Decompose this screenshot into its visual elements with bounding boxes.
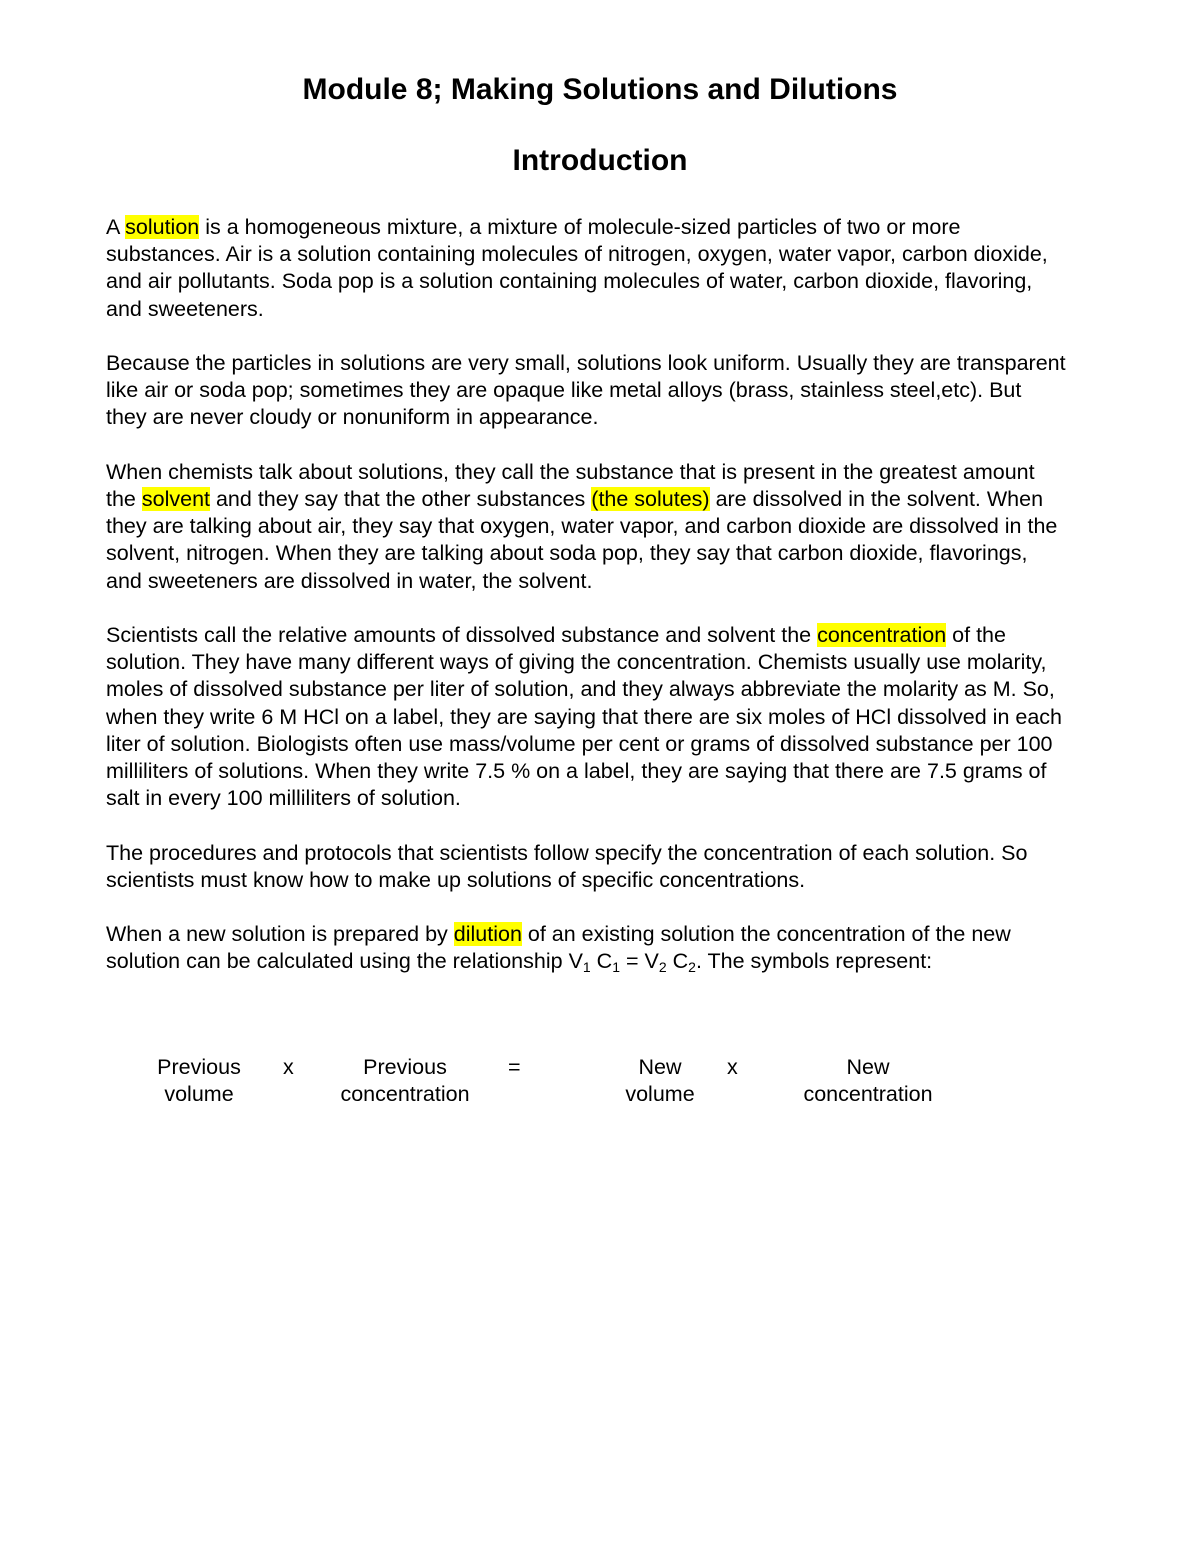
paragraph-text: are dissolved in the solvent. When they are talking about air, they say that oxygen, water vapor, and carbon dioxide are dissolved in the solvent, nitrogen. When they are talking about soda pop, they say that carbon dioxide, flavorings, and sweeteners are dissolved in water, the solvent. <box>106 487 1058 593</box>
paragraph-text: is a homogeneous mixture, a mixture of molecule-sized particles of two or more substances. Air is a solution containing molecules of nitrogen, oxygen, water vapor, carbon dioxide, and air pollutants. Soda pop is a solution containing molecules of water, carbon dioxide, flavoring, and sweeteners. <box>106 215 1048 321</box>
equation-term-new-concentration <box>788 1054 948 1108</box>
highlighted-term-solution: solution <box>125 215 200 239</box>
highlighted-term-solvent: solvent <box>141 487 210 511</box>
equation-term-line: Previous <box>157 1055 241 1079</box>
equation-term-line: New <box>638 1055 682 1079</box>
equation-term-line: volume <box>625 1082 695 1107</box>
paragraph-text: When a new solution is prepared by <box>106 922 454 947</box>
highlighted-term-solutes: (the solutes) <box>591 487 710 511</box>
equation-term-previous-concentration <box>325 1054 485 1108</box>
paragraph-text: . The symbols represent: <box>695 949 933 974</box>
dilution-formula <box>568 949 696 976</box>
document-body <box>106 214 1066 1003</box>
equals-symbol: = <box>508 1055 521 1079</box>
highlighted-term-dilution: dilution <box>453 922 522 947</box>
equation-term-line: New <box>846 1055 890 1079</box>
paragraph-text: A <box>106 215 126 239</box>
paragraph-solution-definition <box>106 214 1066 323</box>
paragraph-concentration <box>106 622 1066 812</box>
formula-subscript: 2 <box>688 959 696 976</box>
paragraph-text: of an existing solution the concentration of the new solution can be calculated using the relationship <box>106 922 1011 974</box>
paragraph-dilution <box>106 921 1066 975</box>
multiply-symbol: x <box>283 1055 294 1079</box>
formula-subscript: 1 <box>582 959 591 976</box>
section-heading: Introduction <box>512 144 688 177</box>
word-equation <box>0 1054 1200 1114</box>
equation-term-line: volume <box>164 1082 234 1107</box>
paragraph-text: Scientists call the relative amounts of dissolved substance and solvent the <box>106 623 818 647</box>
paragraph-text: When chemists talk about solutions, they call the substance that is present in the greatest amount the <box>106 459 1035 511</box>
equation-term-line: Previous <box>363 1055 447 1079</box>
equation-term-line: concentration <box>340 1082 470 1107</box>
formula-subscript: 1 <box>612 959 620 976</box>
formula-symbol: C <box>590 949 613 974</box>
formula-subscript: 2 <box>658 959 667 976</box>
formula-symbol: = V <box>620 949 659 974</box>
paragraph-procedures: The procedures and protocols that scientists follow specify the concentration of each solution. So scientists must know how to make up solutions of specific concentrations. <box>106 840 1028 892</box>
document-title: Module 8; Making Solutions and Dilutions <box>302 73 898 106</box>
formula-symbol: C <box>666 949 689 974</box>
highlighted-term-concentration: concentration <box>817 623 947 647</box>
paragraph-text: of the solution. They have many different ways of giving the concentration. Chemists usually use molarity, moles of dissolved substance per liter of solution, and they always abbreviate the molarity as M. So, when they write 6 M HCl on a label, they are saying that there are six moles of HCl dissolved in each liter of solution. Biologists often use mass/volume per cent or grams of dissolved substance per 100 milliliters of solutions. When they write 7.5 % on a label, they are saying that there are 7.5 grams of salt in every 100 milliliters of solution. <box>106 623 1063 811</box>
equation-term-line: concentration <box>803 1082 933 1107</box>
paragraph-solvent-solutes <box>106 459 1066 595</box>
paragraph-text: and they say that the other substances <box>210 487 592 511</box>
equation-term-previous-volume <box>140 1054 258 1108</box>
paragraph-uniform-appearance: Because the particles in solutions are very small, solutions look uniform. Usually they are transparent like air or soda pop; sometimes they are opaque like metal alloys (brass, stainless steel,etc). But they are never cloudy or nonuniform in appearance. <box>106 351 1066 430</box>
multiply-symbol: x <box>727 1055 738 1079</box>
equation-term-new-volume <box>610 1054 710 1108</box>
formula-symbol: V <box>568 949 583 974</box>
